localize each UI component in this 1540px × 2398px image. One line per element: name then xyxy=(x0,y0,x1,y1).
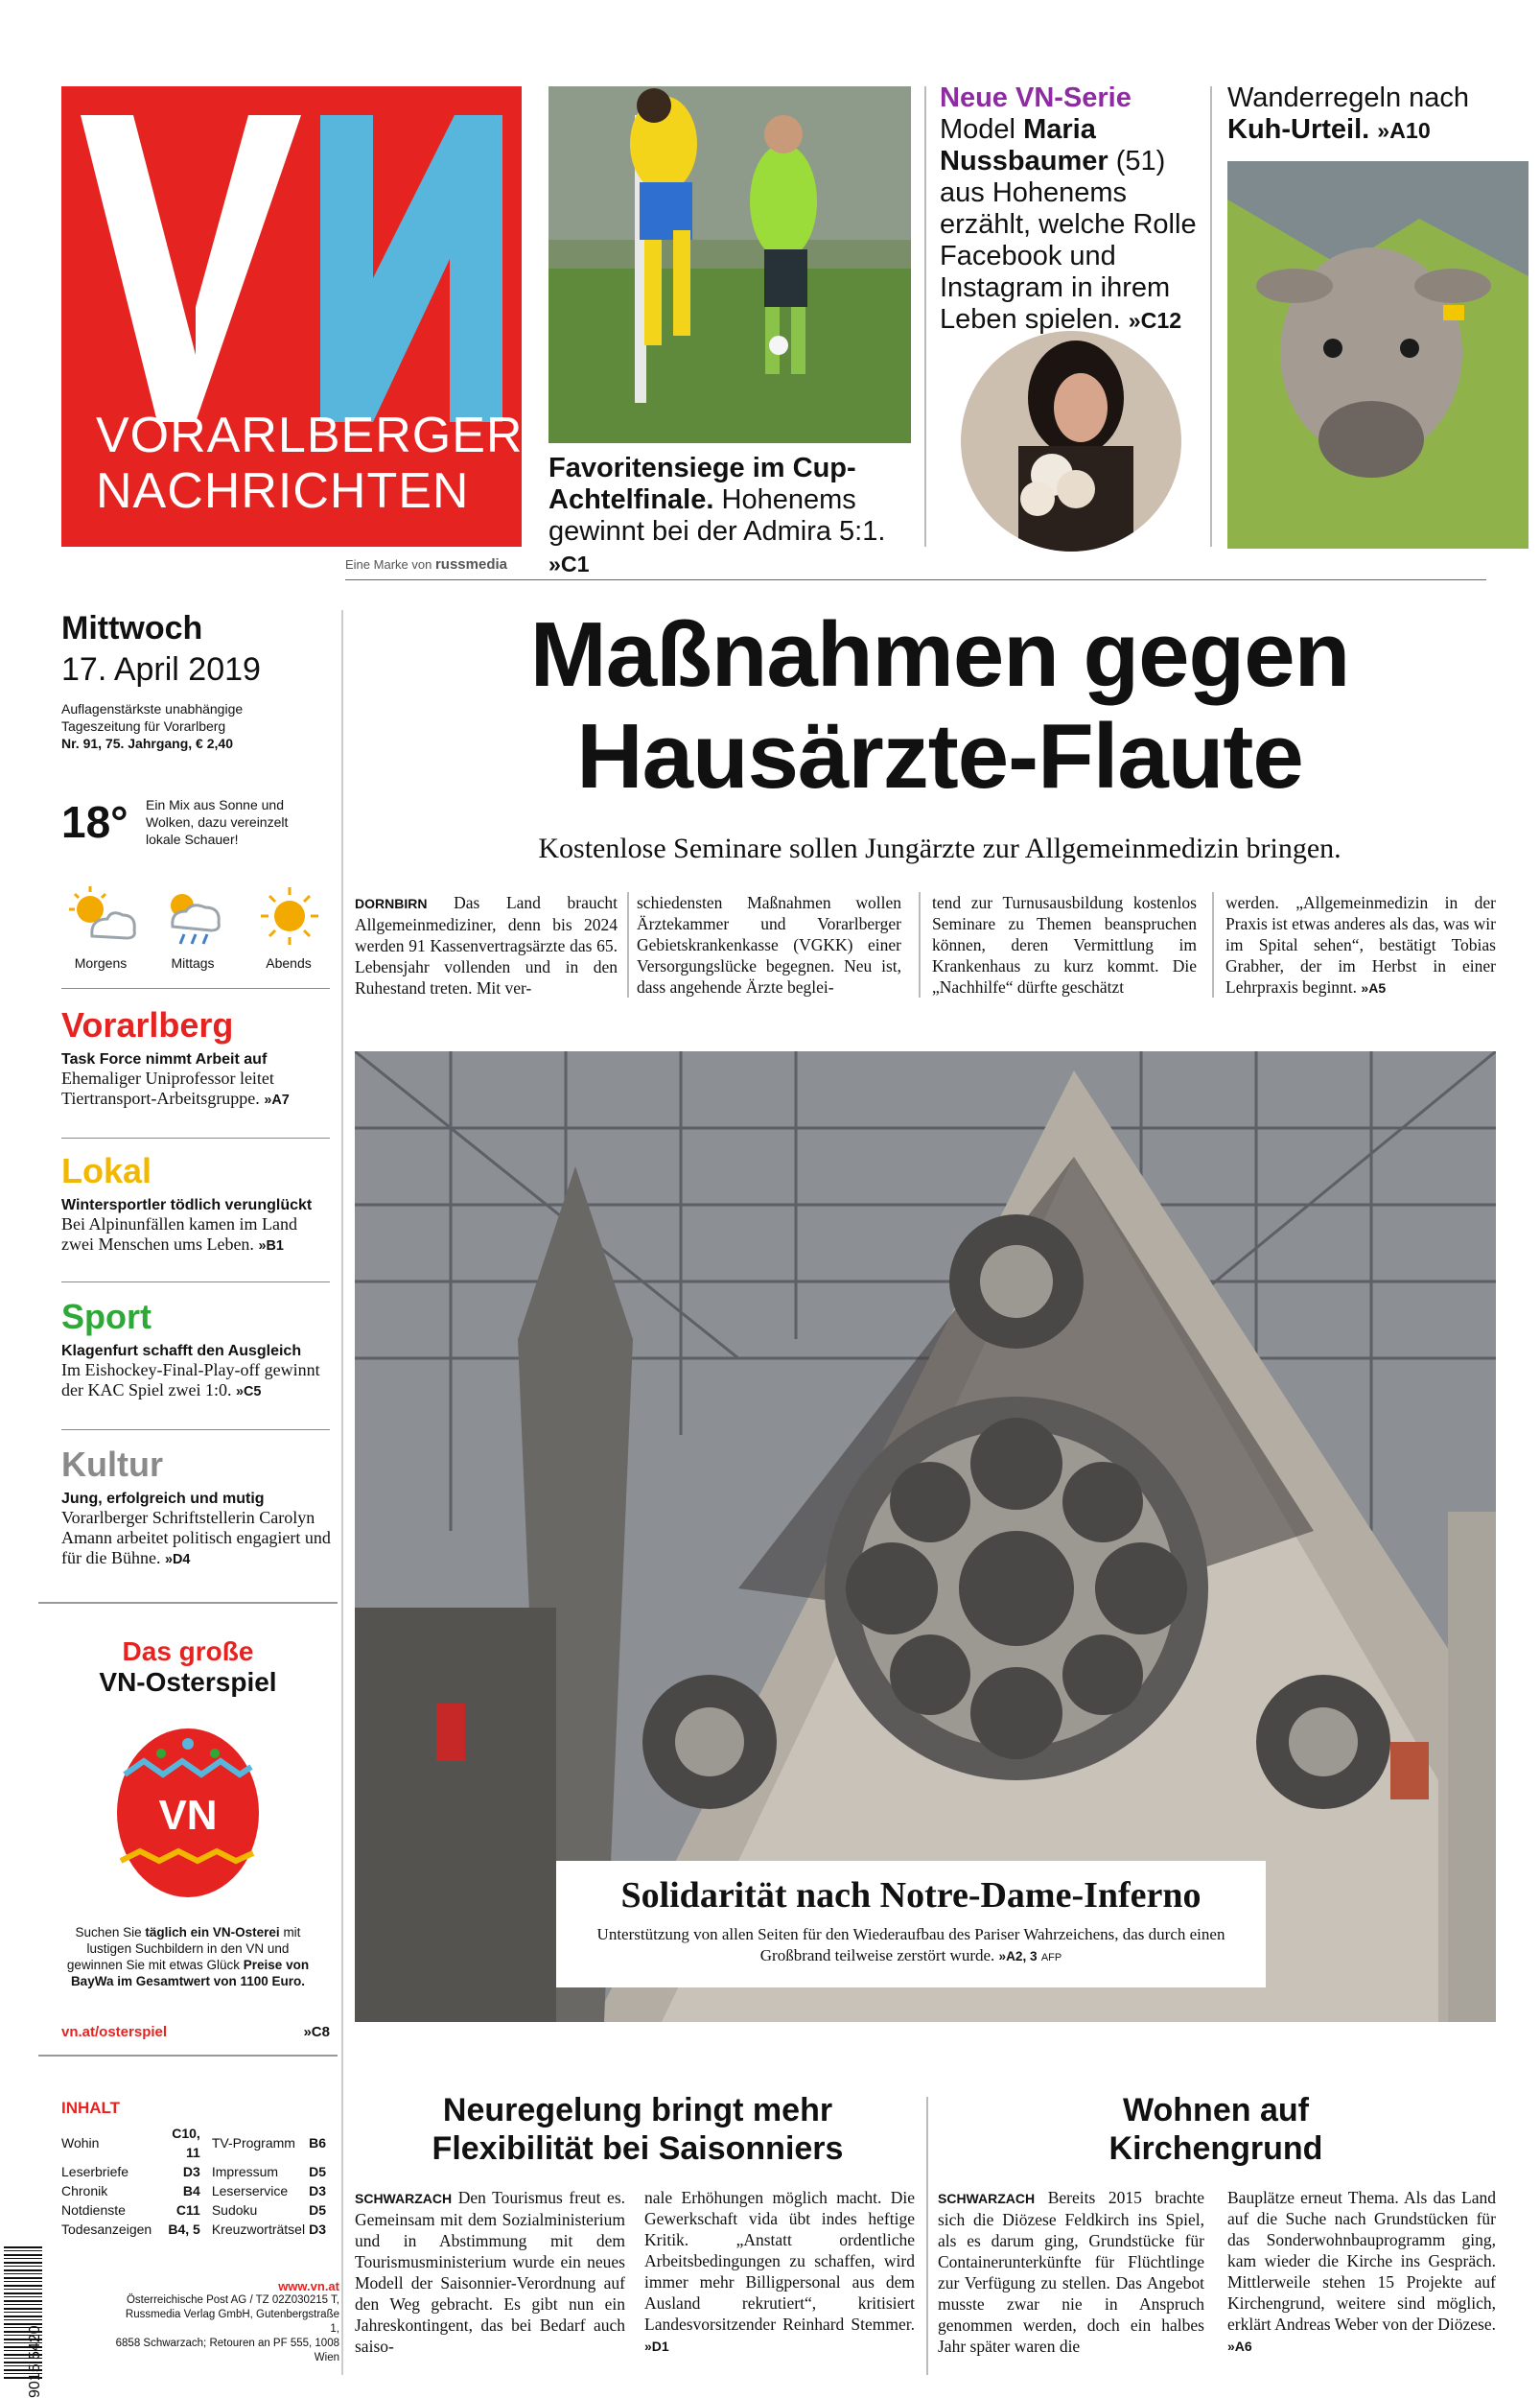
series-ref: »C12 xyxy=(1128,308,1182,333)
barcode-number: 9015 5420 xyxy=(27,2325,43,2398)
kirche-headline-line2: Kirchengrund xyxy=(1108,2130,1323,2167)
inhalt-title: INHALT xyxy=(61,2099,121,2117)
kirche-col-1 xyxy=(938,2187,1204,2357)
soccer-scene-image xyxy=(548,86,911,443)
imprint-line2: Russmedia Verlag GmbH, Gutenbergstraße 1, xyxy=(125,2309,339,2335)
issue-number-price: Nr. 91, 75. Jahrgang, € 2,40 xyxy=(61,736,233,751)
saison-ref: »D1 xyxy=(644,2339,669,2354)
kirche-col-2-text: Bauplätze erneut Thema. Als das Land auf die Suche nach Grundstücken für das Sonderwohnbauprogramm ging, kam wieder die Kirche ins Gespräch. Mittlerweile stehen 15 Projekte auf Kirchengrund, weitere sind möglich, erklärt Andreas Weber von der Diözese. xyxy=(1227,2188,1496,2334)
series-teaser[interactable] xyxy=(940,82,1208,337)
inhalt-row xyxy=(59,2162,336,2181)
section-vorarlberg[interactable] xyxy=(61,1005,334,1111)
main-col-1 xyxy=(355,892,618,999)
saison-dateline: SCHWARZACH xyxy=(355,2191,453,2206)
brand-line-prefix: Eine Marke von xyxy=(345,557,432,572)
section-ref: »D4 xyxy=(164,1552,191,1567)
section-teaser-title: Task Force nimmt Arbeit auf xyxy=(61,1051,268,1068)
section-sport[interactable] xyxy=(61,1297,334,1402)
inhalt-entry: Todesanzeigen xyxy=(61,2222,152,2237)
inhalt-row xyxy=(59,2220,336,2239)
inhalt-entry: Notdienste xyxy=(61,2202,126,2218)
kirche-ref: »A6 xyxy=(1227,2339,1252,2354)
weather-temp: 18° xyxy=(61,797,128,847)
series-text: (51) aus Hohenems erzählt, welche Rolle Facebook und Instagram in ihrem Leben spielen. xyxy=(940,146,1197,335)
vn-logo[interactable] xyxy=(61,86,522,547)
inhalt-page: D3 xyxy=(309,2183,326,2198)
section-teaser-text: Vorarlberger Schriftstellerin Carolyn Amann arbeitet politisch engagiert und für die Bühne. xyxy=(61,1508,331,1567)
main-col-2: schiedensten Maßnahmen wollen Ärztekammer und Vorarlberger Gebietskrankenkasse (VGKK) einer Versorgungslücke begegnen. Neu ist, dass angehende Ärzte beglei- xyxy=(637,893,901,997)
saison-col-1-text: Den Tourismus freut es. Gemeinsam mit dem Sozialministerium und in Abstimmung mit dem Tourismusministerium wurde ein neues Modell der Saisonnier-Verordnung auf den Weg gebracht. Es gibt nun ein Jahreskontingent, das bei Bedarf auch saiso- xyxy=(355,2188,626,2356)
saison-headline[interactable] xyxy=(357,2091,919,2168)
promo-text-pre: Suchen Sie xyxy=(75,1925,142,1940)
sport-teaser-title: Favoritensiege im Cup-Achtelfinale. xyxy=(548,453,856,515)
cow-photo[interactable] xyxy=(1227,161,1528,549)
imprint xyxy=(115,2279,339,2365)
section-lokal[interactable] xyxy=(61,1151,334,1257)
inhalt-entry: Chronik xyxy=(61,2183,108,2198)
inhalt-entry: Sudoku xyxy=(211,2202,258,2218)
sport-teaser[interactable] xyxy=(548,453,913,580)
inhalt-entry: Kreuzworträtsel xyxy=(211,2222,306,2237)
inhalt-row xyxy=(59,2181,336,2200)
weekday: Mittwoch xyxy=(61,610,203,647)
russmedia-brand: russmedia xyxy=(434,556,507,573)
main-col-4 xyxy=(1225,892,1496,999)
promo-url[interactable]: vn.at/osterspiel xyxy=(61,2024,168,2040)
promo-ref: »C8 xyxy=(303,2024,330,2040)
inhalt-entry: TV-Programm xyxy=(211,2135,295,2151)
inhalt-page: B6 xyxy=(309,2135,326,2151)
inhalt-page: C10, 11 xyxy=(172,2126,200,2160)
main-subhead: Kostenlose Seminare sollen Jungärzte zur Allgemeinmedizin bringen. xyxy=(538,833,1342,864)
inhalt-page: D3 xyxy=(182,2164,200,2179)
section-kultur[interactable] xyxy=(61,1445,334,1570)
photo-story-body: Unterstützung von allen Seiten für den Wiederaufbau des Pariser Wahrzeichens, das durch einen Großbrand teilweise zerstört wurde. xyxy=(596,1925,1225,1964)
series-name: Maria Nussbaumer xyxy=(940,114,1108,176)
promo-text-mid: mit lustigen Suchbildern in den VN und gewinnen Sie mit etwas Glück xyxy=(66,1925,301,1972)
section-teaser-text: Ehemaliger Uniprofessor leitet Tiertransport-Arbeitsgruppe. xyxy=(61,1069,274,1108)
issue-info-line1: Auflagenstärkste unabhängige xyxy=(61,701,244,717)
cow-teaser[interactable] xyxy=(1227,82,1525,147)
inhalt-table xyxy=(59,2124,336,2239)
section-title: Kultur xyxy=(61,1445,163,1484)
masthead-title xyxy=(96,408,523,519)
masthead-line2: NACHRICHTEN xyxy=(96,463,470,519)
egg-logo-text: VN xyxy=(158,1792,218,1839)
promo-text-bold: täglich ein VN-Osterei xyxy=(145,1925,280,1940)
main-dateline: DORNBIRN xyxy=(355,896,428,911)
section-teaser-text: Im Eishockey-Final-Play-off gewinnt der KAC Spiel zwei 1:0. xyxy=(61,1360,320,1399)
inhalt-page: D3 xyxy=(309,2222,326,2237)
weather-morning-label: Morgens xyxy=(74,955,128,971)
brand-line xyxy=(345,556,507,573)
main-col-4-text: werden. „Allgemeinmedizin in der Praxis ist etwas anderes als das, was wir im Spital sehen“, bestätigt Tobias Grabher, der im Herbst in einer Lehrpraxis beginnt. xyxy=(1225,893,1496,997)
imprint-line3: 6858 Schwarzach; Retouren an PF 555, 1008 Wien xyxy=(115,2338,339,2363)
cow-teaser-ref: »A10 xyxy=(1377,118,1431,143)
inhalt-page: D5 xyxy=(309,2164,326,2179)
issue-date: 17. April 2019 xyxy=(61,651,261,688)
portrait-image xyxy=(961,331,1181,552)
section-ref: »C5 xyxy=(235,1384,262,1399)
partly-cloudy-icon xyxy=(63,882,140,950)
kirche-headline-line1: Wohnen auf xyxy=(1123,2092,1309,2128)
saison-headline-line1: Neuregelung bringt mehr xyxy=(442,2092,833,2128)
kirche-headline[interactable] xyxy=(936,2091,1496,2168)
section-title: Vorarlberg xyxy=(61,1005,234,1045)
saison-col-2 xyxy=(644,2187,915,2357)
photo-credit: AFP xyxy=(1040,1952,1062,1963)
main-headline[interactable] xyxy=(355,604,1525,808)
promo-title-line2: VN-Osterspiel xyxy=(99,1667,277,1697)
photo-caption-box[interactable] xyxy=(556,1861,1266,1987)
rain-shower-icon xyxy=(155,882,232,950)
sport-teaser-ref: »C1 xyxy=(548,552,590,576)
promo-text xyxy=(58,1924,318,1989)
inhalt-entry: Leserbriefe xyxy=(61,2164,129,2179)
sun-icon xyxy=(251,882,328,950)
kirche-dateline: SCHWARZACH xyxy=(938,2191,1036,2206)
vn-logo-letters xyxy=(81,115,502,422)
headline-line1: Maßnahmen gegen xyxy=(529,603,1350,706)
section-teaser-title: Wintersportler tödlich verunglückt xyxy=(61,1197,313,1213)
kirche-col-2 xyxy=(1227,2187,1496,2357)
main-col-1-text: Das Land braucht Allgemeinmediziner, denn bis 2024 werden 91 Kassenvertragsärzte das 65. Lebensjahr vollenden und in den Ruhestand treten. Mit ver- xyxy=(355,893,618,998)
issue-info xyxy=(61,700,339,752)
photo-story-ref: »A2, 3 xyxy=(998,1949,1038,1963)
inhalt-row xyxy=(59,2124,336,2162)
series-text-pre: Model xyxy=(940,114,1015,145)
saison-headline-line2: Flexibilität bei Saisonniers xyxy=(432,2130,844,2167)
saison-col-2-text: nale Erhöhungen möglich macht. Die Gewerkschaft vida übt indes heftige Kritik. „Anstatt ordentliche Arbeitsbedingungen zu schaffen, wird immer mehr Billigpersonal aus dem Ausland rekrutiert“, kritisiert Landesvorsitzender Reinhard Stemmer. xyxy=(644,2188,915,2334)
inhalt-entry: Leserservice xyxy=(211,2183,289,2198)
inhalt-entry: Impressum xyxy=(211,2164,279,2179)
sport-teaser-text: Hohenems gewinnt bei der Admira 5:1. xyxy=(548,484,886,547)
section-teaser-text: Bei Alpinunfällen kamen im Land zwei Menschen ums Leben. xyxy=(61,1214,297,1254)
cow-teaser-title: Kuh-Urteil. xyxy=(1227,114,1370,145)
inhalt-page: B4 xyxy=(182,2183,200,2198)
section-ref: »A7 xyxy=(264,1093,290,1108)
section-title: Lokal xyxy=(61,1151,152,1190)
promo-title-line1: Das große xyxy=(122,1636,254,1666)
masthead-line1: VORARLBERGER xyxy=(96,408,524,463)
weather-evening-label: Abends xyxy=(266,955,312,971)
photo-story-text xyxy=(595,1924,1227,1968)
issue-info-line2: Tageszeitung für Vorarlberg xyxy=(61,718,226,734)
cow-teaser-text: Wanderregeln nach xyxy=(1227,82,1470,113)
main-col-3: tend zur Turnusausbildung kostenlos Seminare zu Themen beanspruchen können, deren Vermittlung im Krankenhaus zu kurz kommt. Die „Nachhilfe“ dürfte geschätzt xyxy=(932,893,1197,997)
saison-col-1 xyxy=(355,2187,625,2357)
main-ref: »A5 xyxy=(1361,980,1387,996)
cow-image xyxy=(1227,161,1528,549)
model-portrait[interactable] xyxy=(961,331,1181,552)
imprint-url[interactable]: www.vn.at xyxy=(278,2279,339,2293)
inhalt-entry: Wohin xyxy=(61,2135,100,2151)
inhalt-row xyxy=(59,2200,336,2220)
section-ref: »B1 xyxy=(258,1238,284,1254)
imprint-line1: Österreichische Post AG / TZ 02Z030215 T, xyxy=(126,2294,339,2306)
series-kicker: Neue VN-Serie xyxy=(940,82,1132,113)
date-block xyxy=(61,610,339,752)
photo-story-title: Solidarität nach Notre-Dame-Inferno xyxy=(620,1875,1202,1916)
inhalt-page: D5 xyxy=(309,2202,326,2218)
inhalt-page: B4, 5 xyxy=(168,2222,200,2237)
sport-photo[interactable] xyxy=(548,86,911,443)
section-title: Sport xyxy=(61,1297,152,1336)
kirche-col-1-text: Bereits 2015 brachte sich die Diözese Feldkirch ins Spiel, als es darum ging, Grundstücke für Containerunterkünfte für Flüchtlinge zur Verfügung zu stellen. Das Angebot musste zwar nie in Anspruch genommen werden, doch ein halbes Jahr später waren die xyxy=(938,2188,1204,2356)
osterspiel-promo[interactable] xyxy=(38,1602,338,2057)
headline-line2: Hausärzte-Flaute xyxy=(576,705,1303,808)
inhalt-page: C11 xyxy=(175,2202,200,2218)
weather-text: Ein Mix aus Sonne und Wolken, dazu vereinzelt lokale Schauer! xyxy=(146,797,289,847)
promo-prize: Preise von BayWa im Gesamtwert von 1100 Euro. xyxy=(70,1958,310,1988)
weather-noon-label: Mittags xyxy=(171,955,215,971)
section-teaser-title: Jung, erfolgreich und mutig xyxy=(61,1491,265,1507)
section-teaser-title: Klagenfurt schafft den Ausgleich xyxy=(61,1343,302,1359)
